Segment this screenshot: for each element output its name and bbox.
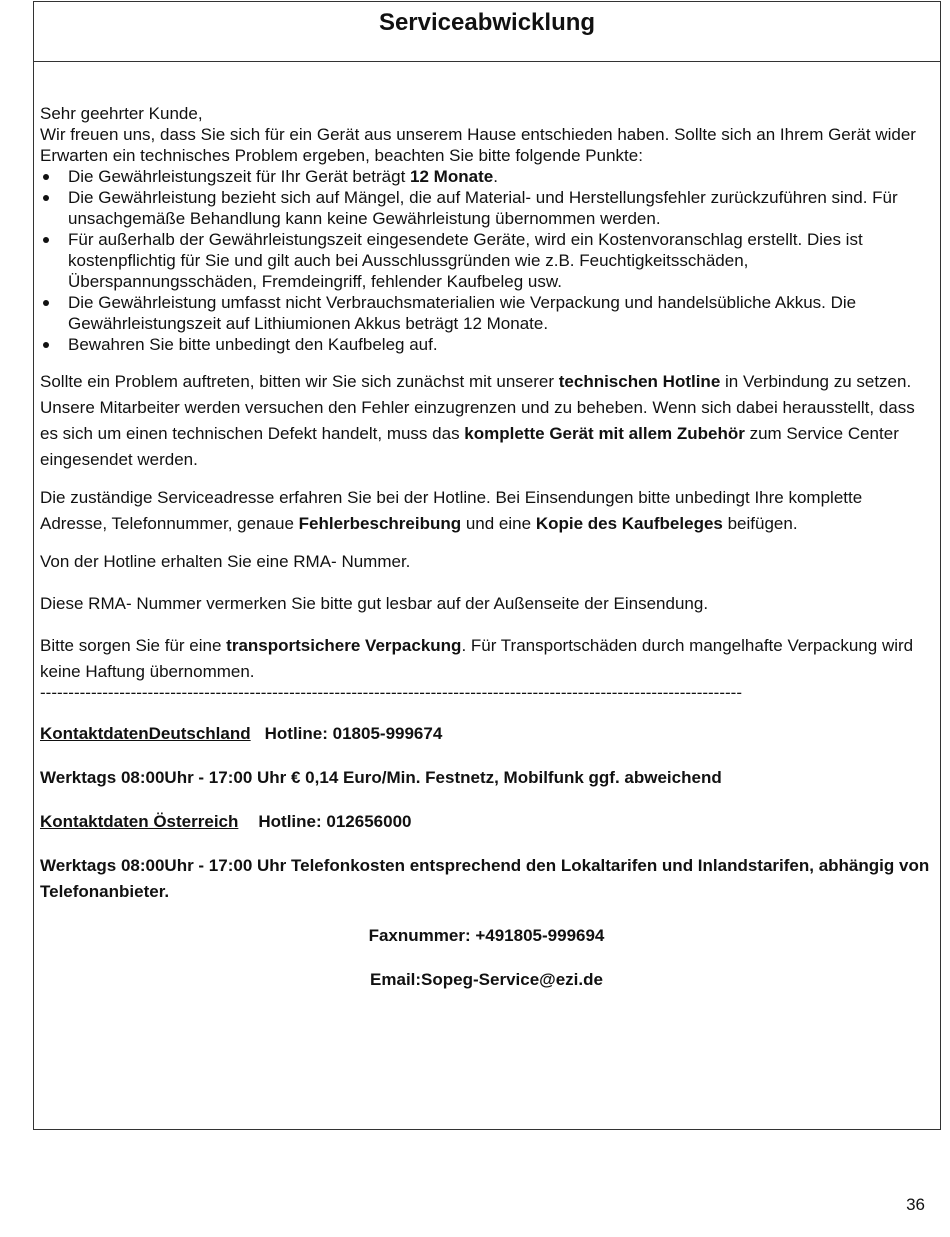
dashed-divider: ---------------------------------------------------------------------------------------------------------------------------- (40, 683, 742, 702)
intro-paragraph: Wir freuen uns, dass Sie sich für ein Gerät aus unserem Hause entschieden haben. Sollte sich an Ihrem Gerät wider Erwarten ein technisches Problem ergeben, beachten Sie bitte folgende Punkte: (40, 125, 916, 165)
bullet-cost-estimate: Für außerhalb der Gewährleistungszeit eingesendete Geräte, wird ein Kostenvoranschlag erstellt. Dies ist kostenpflichtig für Sie und gilt auch bei Ausschlussgründen wie z.B. Feuchtigkeitsschäden, Überspannungsschäden, Fremdeingriff, fehlender Kaufbeleg usw. (40, 229, 933, 292)
warranty-points (40, 166, 933, 355)
bullet-consumables: Die Gewährleistung umfasst nicht Verbrauchsmaterialien wie Verpackung und handelsübliche Akkus. Die Gewährleistungszeit auf Lithiumionen Akkus beträgt 12 Monate. (40, 292, 933, 334)
address-paragraph: Die zuständige Serviceadresse erfahren Sie bei der Hotline. Bei Einsendungen bitte unbedingt Ihre komplette Adresse, Telefonnummer, genaue Fehlerbeschreibung und eine Kopie des Kaufbeleges beifügen. (40, 488, 863, 533)
bullet-keep-receipt: Bewahren Sie bitte unbedingt den Kaufbeleg auf. (40, 334, 933, 355)
problem-paragraph: Sollte ein Problem auftreten, bitten wir Sie sich zunächst mit unserer technischen Hotline in Verbindung zu setzen. Unsere Mitarbeiter werden versuchen den Fehler einzugrenzen und zu beheben. Wenn sich dabei herausstellt, dass es sich um einen technischen Defekt handelt, muss das komplette Gerät mit allem Zubehör zum Service Center eingesendet werden. (40, 372, 915, 469)
page-number: 36 (906, 1195, 925, 1214)
contact-germany (40, 721, 933, 747)
email-address: Email:Sopeg-Service@ezi.de (370, 970, 603, 989)
hotline-austria: Hotline: 012656000 (258, 812, 412, 831)
bullet-warranty-scope: Die Gewährleistung bezieht sich auf Mängel, die auf Material- und Herstellungsfehler zurückzuführen sind. Für unsachgemäße Behandlung kann keine Gewährleistung übernommen werden. (40, 187, 933, 229)
hours-germany: Werktags 08:00Uhr - 17:00 Uhr € 0,14 Euro/Min. Festnetz, Mobilfunk ggf. abweichend (40, 768, 722, 787)
hours-austria: Werktags 08:00Uhr - 17:00 Uhr Telefonkosten entsprechend den Lokaltarifen und Inlandstarifen, abhängig von Telefonanbieter. (40, 856, 930, 901)
page-title: Serviceabwicklung (378, 9, 596, 36)
title-row (34, 2, 940, 62)
contact-austria-label: Kontaktdaten Österreich (40, 812, 239, 831)
rma-paragraph-2: Diese RMA- Nummer vermerken Sie bitte gut lesbar auf der Außenseite der Einsendung. (40, 594, 709, 613)
rma-paragraph-1: Von der Hotline erhalten Sie eine RMA- Nummer. (40, 552, 411, 571)
service-content (40, 103, 933, 993)
salutation: Sehr geehrter Kunde, (40, 104, 203, 123)
contact-germany-label: KontaktdatenDeutschland (40, 724, 251, 743)
packaging-paragraph: Bitte sorgen Sie für eine transportsichere Verpackung. Für Transportschäden durch mangelhafte Verpackung wird keine Haftung übernommen. (40, 636, 914, 681)
hotline-germany: Hotline: 01805-999674 (264, 724, 443, 743)
service-box (33, 1, 941, 1130)
fax-number: Faxnummer: +491805-999694 (368, 926, 605, 945)
bullet-warranty-period: Die Gewährleistungszeit für Ihr Gerät beträgt 12 Monate. (40, 166, 933, 187)
contact-austria (40, 809, 933, 835)
